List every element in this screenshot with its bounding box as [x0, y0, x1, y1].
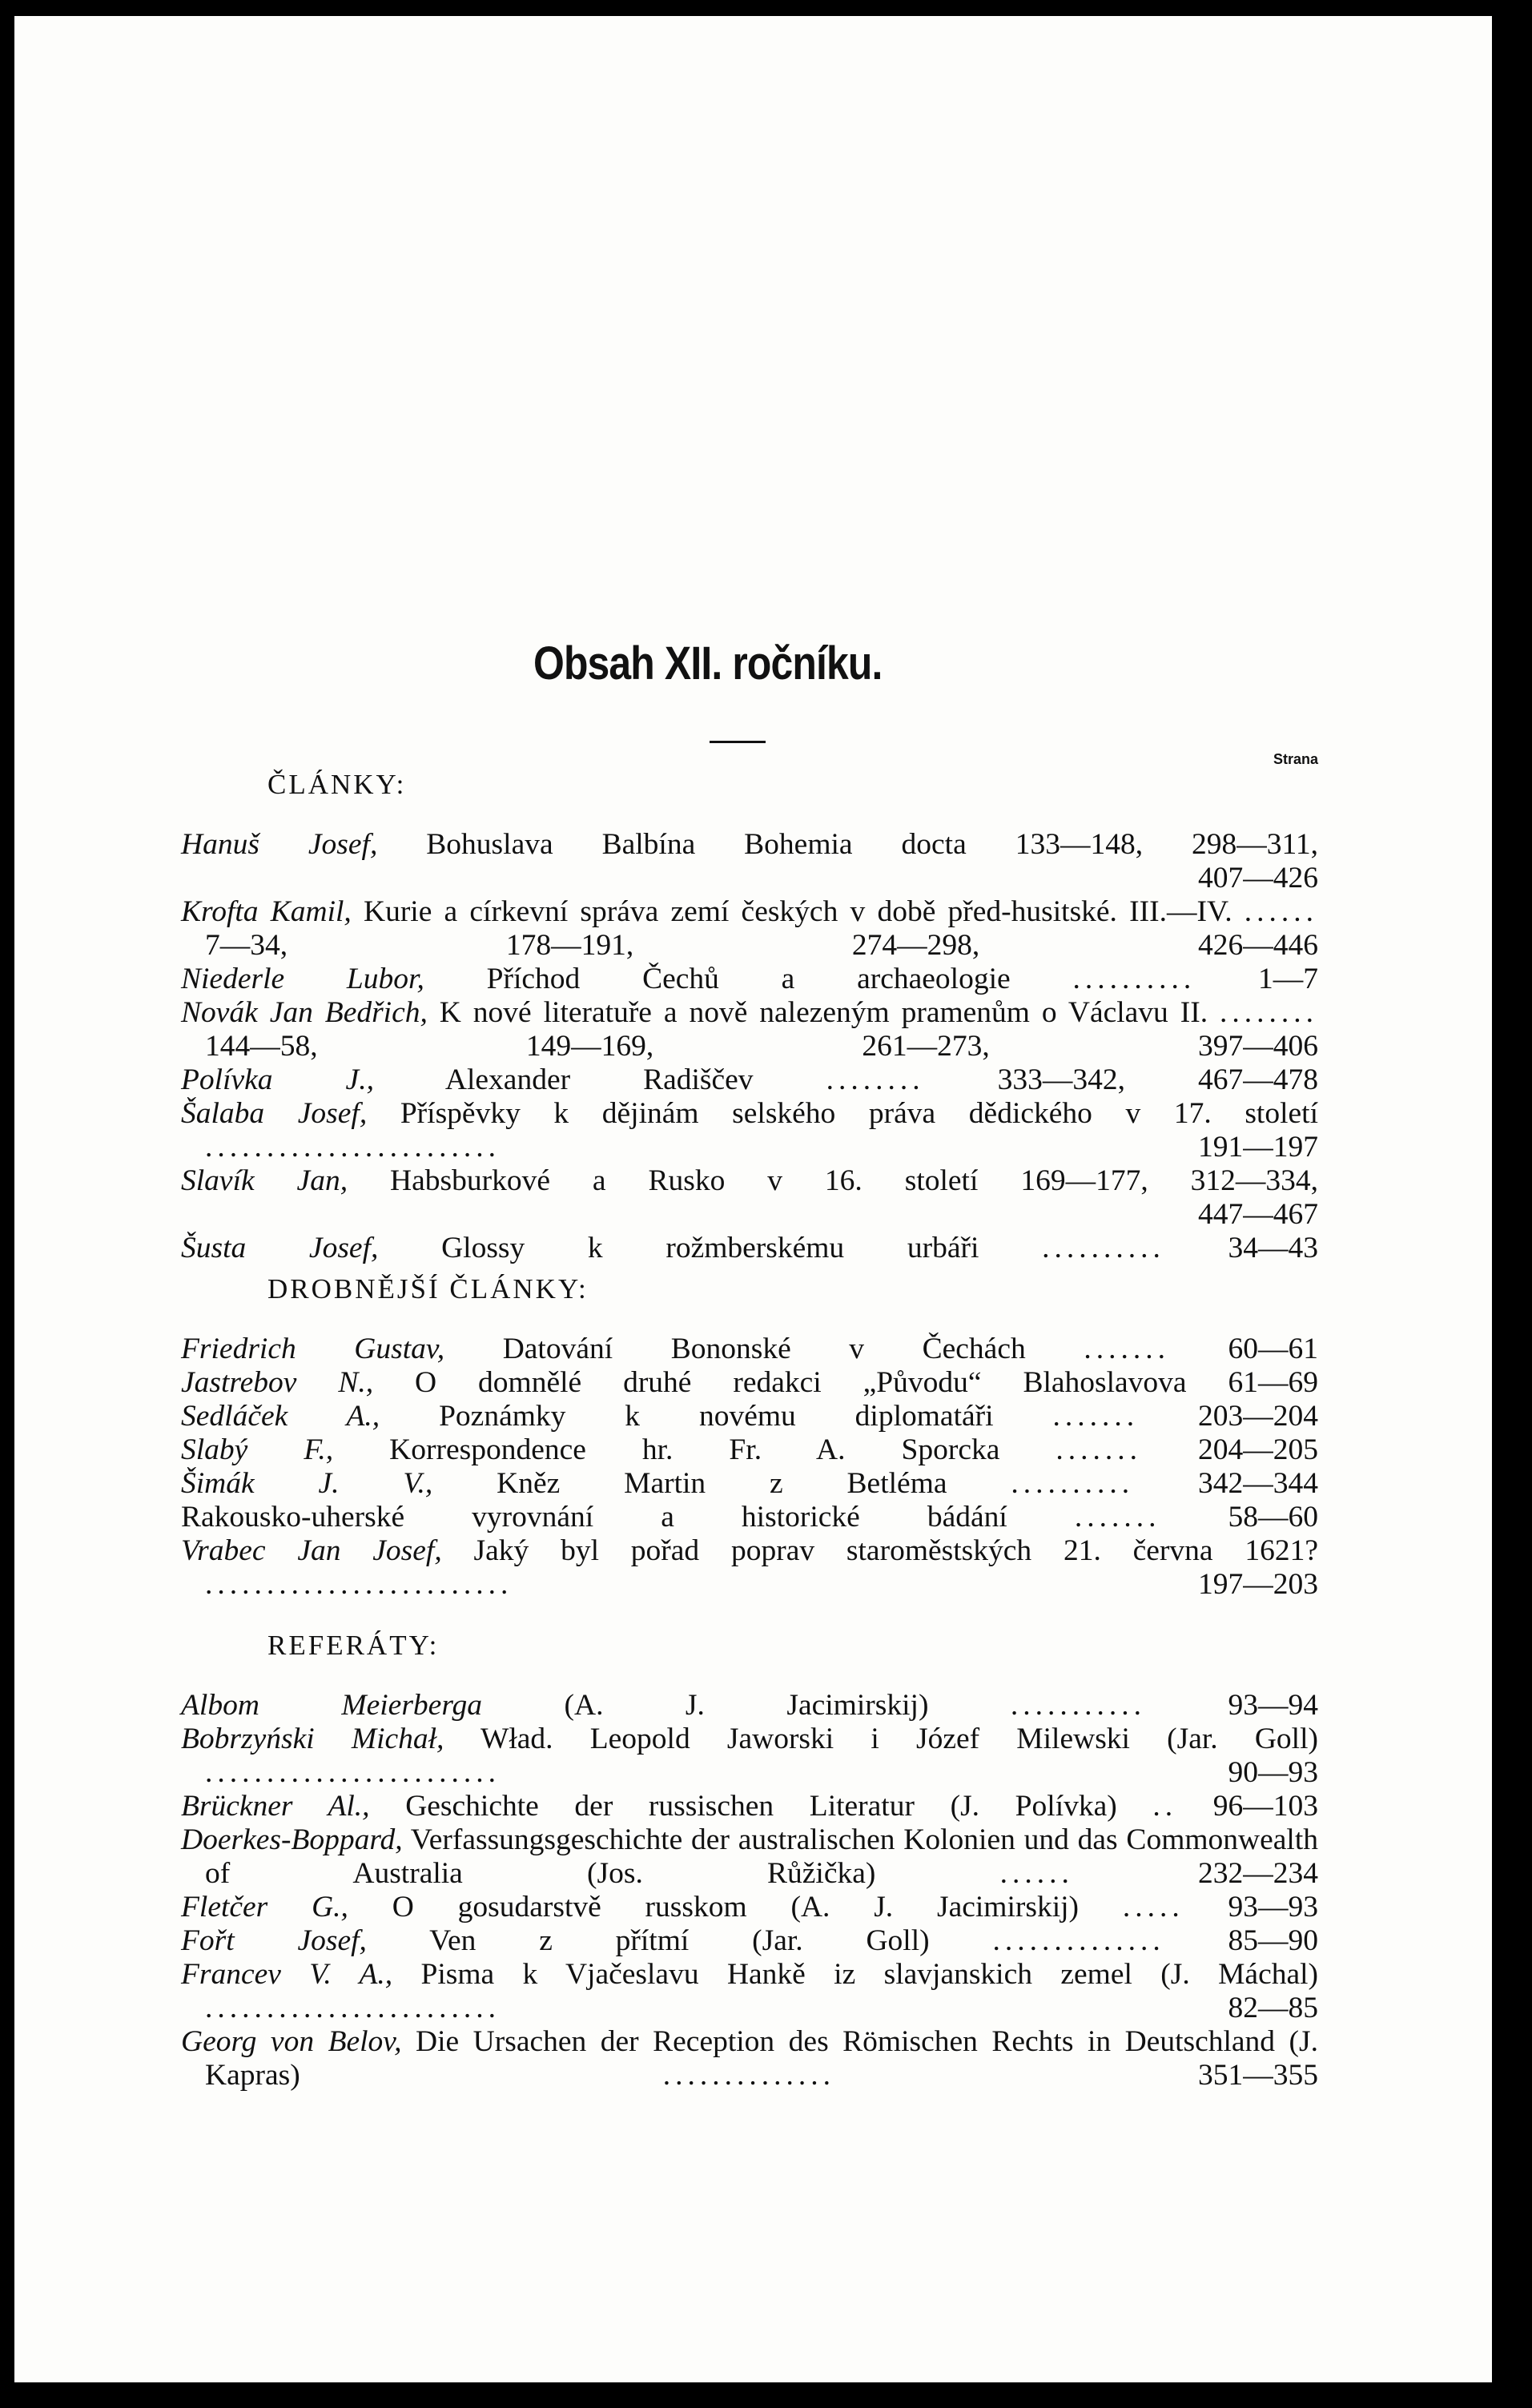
entry-pages: 90—93 [1228, 1756, 1318, 1789]
toc-entry [181, 1534, 1318, 1602]
toc-entry [181, 1924, 1318, 1958]
entry-pages: 96—103 [1212, 1790, 1319, 1823]
entry-author: Fletčer G., [181, 1891, 348, 1924]
entry-pages: 169—177, 312—334, [1020, 1164, 1319, 1197]
toc-entry [181, 895, 1318, 963]
toc-entry [181, 828, 1318, 895]
entry-author: Albom Meierberga [181, 1689, 483, 1722]
toc-entry [181, 1063, 1318, 1097]
entry-title: Glossy k rožmberskému urbáři [441, 1232, 979, 1264]
entry-pages: 1—7 [1258, 963, 1319, 995]
entry-pages: 191—197 [1198, 1131, 1318, 1164]
section-referaty [181, 1630, 1318, 2092]
section-drobnejsi [181, 1273, 1318, 1602]
leader-dots: .............. [992, 1924, 1165, 1957]
entry-title: Die Ursachen der Reception des Römischen Rechts in Deutschland (J. Kapras) [205, 2025, 1319, 2092]
section-heading: ČLÁNKY: [267, 769, 407, 800]
entry-author: Krofta Kamil, [181, 895, 352, 928]
leader-dots: ....... [1052, 1400, 1140, 1433]
entry-pages: 203—204 [1198, 1400, 1319, 1433]
title-rule [710, 741, 766, 743]
toc-entry [181, 1333, 1318, 1366]
entry-title: Wład. Leopold Jaworski i Józef Milewski (Jar. Goll) [480, 1723, 1318, 1755]
strana-label: Strana [1273, 751, 1318, 767]
entry-pages: 351—355 [1198, 2059, 1319, 2092]
toc-entry [181, 1891, 1318, 1924]
entry-pages: 197—203 [1198, 1568, 1318, 1601]
entry-author: Brückner Al., [181, 1790, 370, 1823]
entry-title: Habsburkové a Rusko v 16. století [390, 1164, 979, 1197]
entry-title: Jaký byl pořad poprav staroměstských 21. června 1621? [473, 1534, 1318, 1567]
entry-title: Kněz Martin z Betléma [497, 1467, 947, 1500]
entry-author: Šusta Josef, [181, 1232, 379, 1264]
entry-title: O gosudarstvě russkom (A. J. Jacimirskij) [392, 1891, 1080, 1924]
entry-author: Slabý F., [181, 1433, 334, 1466]
entry-author: Francev V. A., [181, 1958, 393, 1991]
leader-dots: .......... [1011, 1467, 1135, 1500]
toc-entry [181, 1366, 1318, 1400]
entry-title: Poznámky k novému diplomatáři [439, 1400, 994, 1433]
entry-author: Vrabec Jan Josef, [181, 1534, 442, 1567]
entry-pages-continued: 407—426 [1198, 862, 1318, 894]
entry-pages: 133—148, 298—311, [1015, 828, 1319, 861]
entry-pages-continued: 447—467 [1198, 1198, 1318, 1231]
leader-dots: ........... [1010, 1689, 1147, 1722]
leader-dots: ...... [1244, 895, 1319, 928]
entry-pages: 85—90 [1228, 1924, 1318, 1957]
entry-pages: 82—85 [1228, 1992, 1318, 2024]
entry-title: Pisma k Vjačeslavu Hankě iz slavjanskich zemel (J. Máchal) [420, 1958, 1319, 1991]
toc-entry [181, 963, 1318, 996]
entry-author: Polívka J., [181, 1063, 374, 1096]
toc-entry [181, 1164, 1318, 1232]
entry-title: Bohuslava Balbína Bohemia docta [426, 828, 967, 861]
leader-dots: ...... [999, 1857, 1074, 1890]
entry-title: Rakousko-uherské vyrovnání a historické bádání [181, 1501, 1007, 1534]
toc-entry [181, 1232, 1318, 1265]
toc-entry [181, 1823, 1318, 1891]
leader-dots: ........................ [205, 1992, 501, 2024]
entry-pages: 60—61 [1228, 1333, 1319, 1365]
toc-entry [181, 2025, 1318, 2092]
entry-title: (A. J. Jacimirskij) [564, 1689, 929, 1722]
toc-entry [181, 1467, 1318, 1501]
leader-dots: ........................ [205, 1756, 501, 1789]
entry-author: Novák Jan Bedřich, [181, 996, 428, 1029]
toc-entry [181, 1097, 1318, 1164]
entry-pages: 58—60 [1228, 1501, 1319, 1534]
toc-entry [181, 1433, 1318, 1467]
entry-author: Jastrebov N., [181, 1366, 374, 1399]
entry-pages: 204—205 [1198, 1433, 1319, 1466]
entry-pages: 34—43 [1228, 1232, 1319, 1264]
entry-pages: 144—58, 149—169, 261—273, 397—406 [205, 1030, 1318, 1063]
entry-title: O domnělé druhé redakci „Původu“ Blahoslavova [415, 1366, 1187, 1399]
entry-pages: 61—69 [1228, 1366, 1318, 1399]
entry-pages: 232—234 [1198, 1857, 1319, 1890]
toc-entry [181, 996, 1318, 1063]
entry-author: Niederle Lubor, [181, 963, 424, 995]
entry-author: Hanuš Josef, [181, 828, 378, 861]
leader-dots: .............. [662, 2059, 835, 2092]
section-heading: REFERÁTY: [267, 1630, 440, 1661]
entry-list [181, 828, 1318, 1265]
entry-pages: 7—34, 178—191, 274—298, 426—446 [205, 929, 1318, 962]
entry-list [181, 1689, 1318, 2092]
leader-dots: ....... [1084, 1333, 1170, 1365]
entry-title: Příchod Čechů a archaeologie [486, 963, 1011, 995]
toc-entry [181, 1689, 1318, 1723]
entry-title: Kurie a církevní správa zemí českých v době před-husitské. III.—IV. [363, 895, 1232, 928]
entry-author: Slavík Jan, [181, 1164, 348, 1197]
leader-dots: .......... [1042, 1232, 1165, 1264]
entry-author: Doerkes-Boppard, [181, 1823, 403, 1856]
leader-dots: ....... [1056, 1433, 1143, 1466]
toc-entry [181, 1723, 1318, 1790]
entry-author: Sedláček A., [181, 1400, 380, 1433]
leader-dots: ......................... [205, 1568, 513, 1601]
leader-dots: ....... [1074, 1501, 1161, 1534]
toc-entry [181, 1958, 1318, 2025]
entry-pages: 342—344 [1198, 1467, 1319, 1500]
entry-pages: 93—94 [1228, 1689, 1319, 1722]
page-title: Obsah XII. ročníku. [533, 637, 883, 689]
toc-entry [181, 1400, 1318, 1433]
entry-author: Bobrzyński Michał, [181, 1723, 444, 1755]
leader-dots: .. [1152, 1790, 1178, 1823]
entry-author: Šimák J. V., [181, 1467, 433, 1500]
section-heading: DROBNĚJŠÍ ČLÁNKY: [267, 1273, 589, 1305]
entry-author: Georg von Belov, [181, 2025, 402, 2058]
leader-dots: ........ [826, 1063, 925, 1096]
entry-author: Fořt Josef, [181, 1924, 367, 1957]
entry-author: Friedrich Gustav, [181, 1333, 445, 1365]
toc-entry [181, 1790, 1318, 1823]
entry-title: Alexander Radiščev [444, 1063, 754, 1096]
section-clanky [181, 769, 1318, 1265]
entry-title: Příspěvky k dějinám selského práva dědického v 17. století [400, 1097, 1318, 1130]
toc-entry [181, 1501, 1318, 1534]
entry-pages: 93—93 [1228, 1891, 1319, 1924]
entry-title: Korrespondence hr. Fr. A. Sporcka [389, 1433, 1000, 1466]
entry-title: Verfassungsgeschichte der australischen Kolonien und das Commonwealth of Australia (Jos. Růžička) [205, 1823, 1318, 1890]
entry-title: K nové literatuře a nově nalezeným pramenům o Václavu II. [439, 996, 1208, 1029]
leader-dots: ........ [1220, 996, 1318, 1029]
page-sheet [14, 16, 1492, 2382]
leader-dots: .......... [1072, 963, 1196, 995]
leader-dots: ..... [1122, 1891, 1184, 1924]
entry-author: Šalaba Josef, [181, 1097, 368, 1130]
leader-dots: ........................ [205, 1131, 501, 1164]
entry-title: Ven z přítmí (Jar. Goll) [429, 1924, 930, 1957]
entry-title: Geschichte der russischen Literatur (J. Polívka) [405, 1790, 1117, 1823]
entry-pages: 333—342, 467—478 [997, 1063, 1319, 1096]
entry-list [181, 1333, 1318, 1602]
entry-title: Datování Bononské v Čechách [502, 1333, 1026, 1365]
